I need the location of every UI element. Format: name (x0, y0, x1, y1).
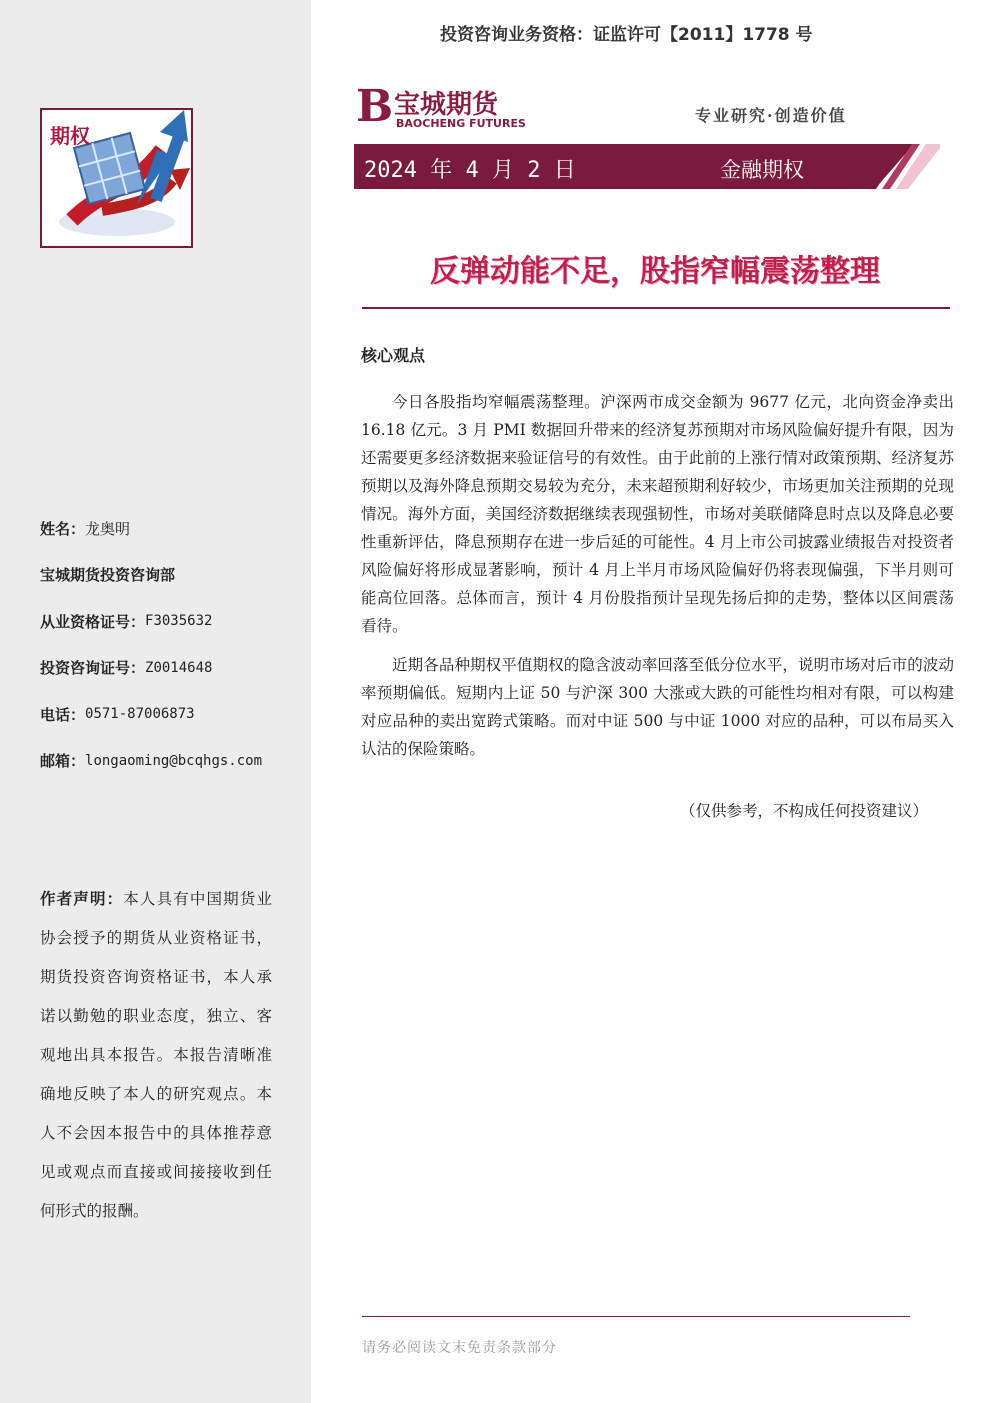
title-divider (362, 307, 950, 309)
core-view-heading: 核心观点 (361, 346, 426, 365)
footer-divider (362, 1316, 910, 1317)
consulting-cert-value: Z0014648 (145, 659, 213, 676)
author-info (40, 505, 290, 784)
qualification-row (40, 598, 290, 645)
declaration-text: 本人具有中国期货业协会授予的期货从业资格证书，期货投资咨询资格证书，本人承诺以勤勉的职业态度，独立、客观地出具本报告。本报告清晰准确地反映了本人的研究观点。本人不会因本报告中的具体推荐意见或观点而直接或间接接收到任何形式的报酬。 (40, 890, 272, 1220)
footer-note: 请务必阅读文末免责条款部分 (362, 1340, 557, 1356)
email-link[interactable]: longaoming@bcqhgs.com (85, 752, 263, 769)
report-date: 2024 年 4 月 2 日 (364, 158, 576, 183)
qualification-value: F3035632 (145, 613, 213, 630)
email-row (40, 738, 290, 785)
phone-label: 电话： (40, 705, 86, 724)
author-declaration (40, 880, 272, 1231)
reference-disclaimer: （仅供参考，不构成任何投资建议） (680, 802, 929, 820)
report-title: 反弹动能不足，股指窄幅震荡整理 (430, 254, 880, 289)
email-label: 邮箱： (40, 752, 86, 771)
license-text: 投资咨询业务资格：证监许可【2011】1778 号 (440, 25, 813, 45)
phone-value: 0571-87006873 (85, 706, 195, 723)
consulting-cert-row (40, 645, 290, 692)
banner-stripes-icon (868, 144, 940, 189)
phone-row (40, 691, 290, 738)
declaration-label: 作者声明： (40, 890, 124, 908)
slogan: 专业研究·创造价值 (695, 106, 847, 125)
author-name-label: 姓名： (40, 519, 86, 538)
core-paragraph-2: 近期各品种期权平值期权的隐含波动率回落至低分位水平，说明市场对后市的波动率预期偏低。短期内上证 50 与沪深 300 大涨或大跌的可能性均相对有限，可以构建对应品种的卖出宽跨式策略。而对中证 500 与中证 1000 对应的品种，可以布局买入认沽的保险策略。 (361, 656, 954, 758)
qualification-label: 从业资格证号： (40, 612, 146, 631)
core-paragraph-1: 今日各股指均窄幅震荡整理。沪深两市成交金额为 9677 亿元，北向资金净卖出 16.18 亿元。3 月 PMI 数据回升带来的经济复苏预期对市场风险偏好提升有限，因为还需要更多经济数据来验证信号的有效性。由于此前的上涨行情对政策预期、经济复苏预期以及海外降息预期交易较为充分，未来超预期利好较少，市场更加关注预期的兑现情况。海外方面，美国经济数据继续表现强韧性，市场对美联储降息时点以及降息必要性重新评估，降息预期存在进一步后延的可能性。4 月上市公司披露业绩报告对投资者风险偏好将形成显著影响，预计 4 月上半月市场风险偏好仍将表现偏强，下半月则可能高位回落。总体而言，预计 4 月份股指预计呈现先扬后抑的走势，整体以区间震荡看待。 (361, 393, 954, 635)
author-name-row (40, 505, 290, 552)
consulting-cert-label: 投资咨询证号： (40, 659, 146, 678)
logo-label: 期权 (50, 124, 90, 148)
department-row (40, 552, 290, 599)
report-section: 金融期权 (720, 158, 804, 182)
department-label: 宝城期货投资咨询部 (40, 566, 176, 585)
brand-mark-icon: B (356, 81, 394, 132)
brand-name-cn: 宝城期货 (394, 90, 499, 120)
sidebar (0, 0, 311, 1403)
options-logo (40, 108, 193, 248)
brand-name-en: BAOCHENG FUTURES (396, 117, 526, 130)
author-name-value: 龙奥明 (85, 519, 131, 538)
